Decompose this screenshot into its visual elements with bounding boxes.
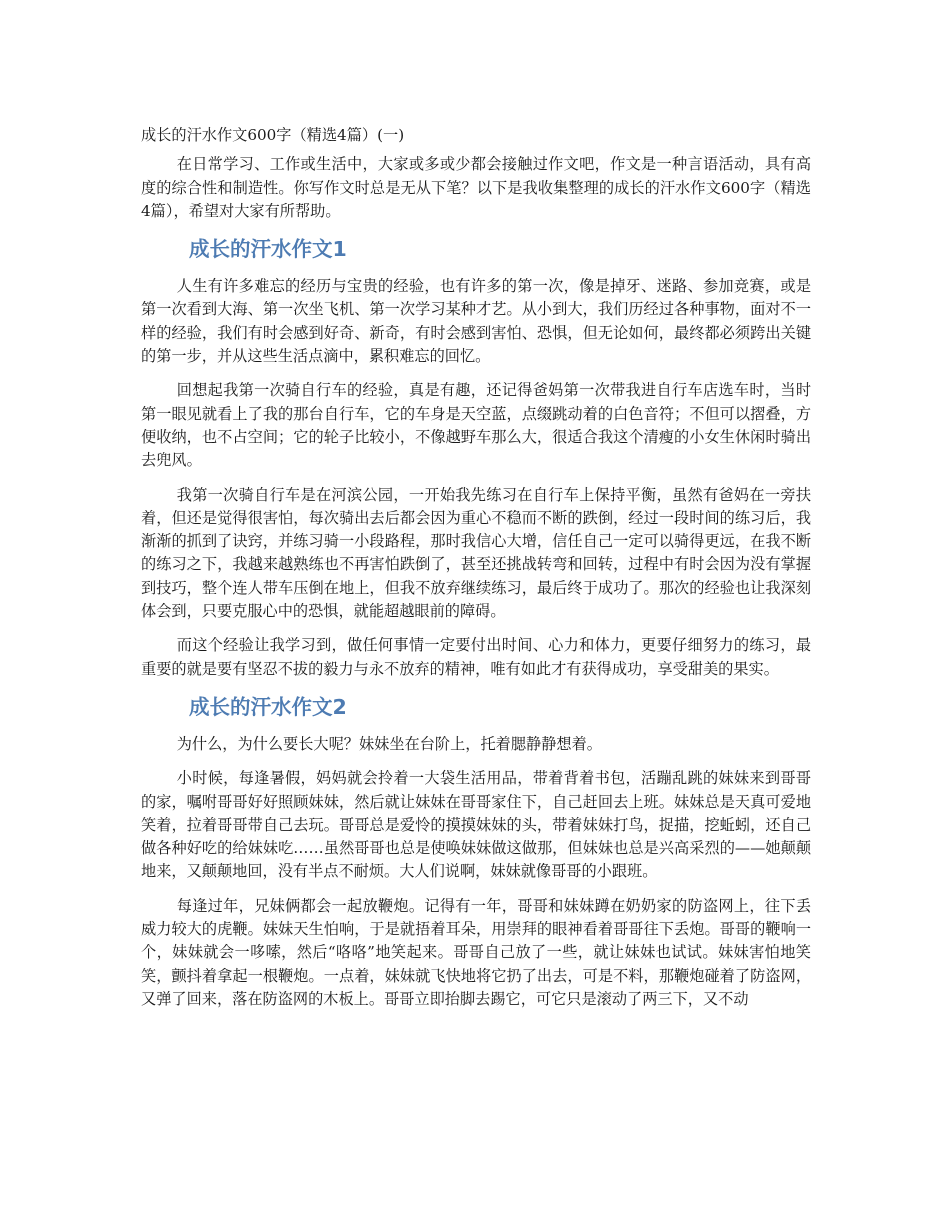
paragraph: 人生有许多难忘的经历与宝贵的经验，也有许多的第一次，像是掉牙、迷路、参加竞赛，或是第一次看到大海、第一次坐飞机、第一次学习某种才艺。从小到大，我们历经过各种事物，面对不一样的经验，我们有时会感到好奇、新奇，有时会感到害怕、恐惧，但无论如何，最终都必须跨出关键的第一步，并从这些生活点滴中，累积难忘的回忆。 — [141, 277, 811, 366]
paragraph: 小时候，每逢暑假，妈妈就会拎着一大袋生活用品，带着背着书包，活蹦乱跳的妹妹来到哥哥的家，嘱咐哥哥好好照顾妹妹，然后就让妹妹在哥哥家住下，自己赶回去上班。妹妹总是天真可爱地笑着，拉着哥哥带自己去玩。哥哥总是爱怜的摸摸妹妹的头，带着妹妹打鸟，捉描，挖蚯蚓，还自己做各种好吃的给妹妹吃……虽然哥哥也总是使唤妹妹做这做那，但妹妹也总是兴高采烈的——她颠颠地来，又颠颠地回，没有半点不耐烦。大人们说啊，妹妹就像哥哥的小跟班。 — [141, 769, 811, 881]
section-heading-2: 成长的汗水作文2 — [189, 694, 347, 719]
document-page — [141, 124, 811, 1022]
intro-paragraph: 在日常学习、工作或生活中，大家或多或少都会接触过作文吧，作文是一种言语活动，具有高度的综合性和制造性。你写作文时总是无从下笔？以下是我收集整理的成长的汗水作文600字（精选4篇），希望对大家有所帮助。 — [141, 155, 811, 220]
paragraph: 为什么，为什么要长大呢？妹妹坐在台阶上，托着腮静静想着。 — [176, 734, 602, 753]
paragraph: 回想起我第一次骑自行车的经验，真是有趣，还记得爸妈第一次带我进自行车店选车时，当时第一眼见就看上了我的那台自行车，它的车身是天空蓝，点缀跳动着的白色音符；不但可以摺叠，方便收纳，也不占空间；它的轮子比较小，不像越野车那么大，很适合我这个清瘦的小女生休闲时骑出去兜风。 — [141, 381, 811, 470]
paragraph: 而这个经验让我学习到，做任何事情一定要付出时间、心力和体力，更要仔细努力的练习，最重要的就是要有坚忍不拔的毅力与永不放弃的精神，唯有如此才有获得成功，享受甜美的果实。 — [141, 636, 811, 678]
paragraph: 我第一次骑自行车是在河滨公园，一开始我先练习在自行车上保持平衡，虽然有爸妈在一旁扶着，但还是觉得很害怕，每次骑出去后都会因为重心不稳而不断的跌倒，经过一段时间的练习后，我渐渐的抓到了诀窍，并练习骑一小段路程，那时我信心大增，信任自己一定可以骑得更远，在我不断的练习之下，我越来越熟练也不再害怕跌倒了，甚至还挑战转弯和回转，过程中有时会因为没有掌握到技巧，整个连人带车压倒在地上，但我不放弃继续练习，最后终于成功了。那次的经验也让我深刻体会到，只要克服心中的恐惧，就能超越眼前的障碍。 — [141, 485, 811, 621]
document-title: 成长的汗水作文600字（精选4篇）(一) — [141, 126, 405, 144]
section-heading-1: 成长的汗水作文1 — [189, 237, 347, 262]
paragraph: 每逢过年，兄妹俩都会一起放鞭炮。记得有一年，哥哥和妹妹蹲在奶奶家的防盗网上，往下丢威力较大的虎鞭。妹妹天生怕响，于是就捂着耳朵，用崇拜的眼神看着哥哥往下丢炮。哥哥的鞭响一个，妹妹就会一哆嗦，然后“咯咯”地笑起来。哥哥自己放了一些，就让妹妹也试试。妹妹害怕地笑笑，颤抖着拿起一根鞭炮。一点着，妹妹就飞快地将它扔了出去，可是不料，那鞭炮碰着了防盗网，又弹了回来，落在防盗网的木板上。哥哥立即抬脚去踢它，可它只是滚动了两三下，又不动 — [141, 896, 811, 1008]
